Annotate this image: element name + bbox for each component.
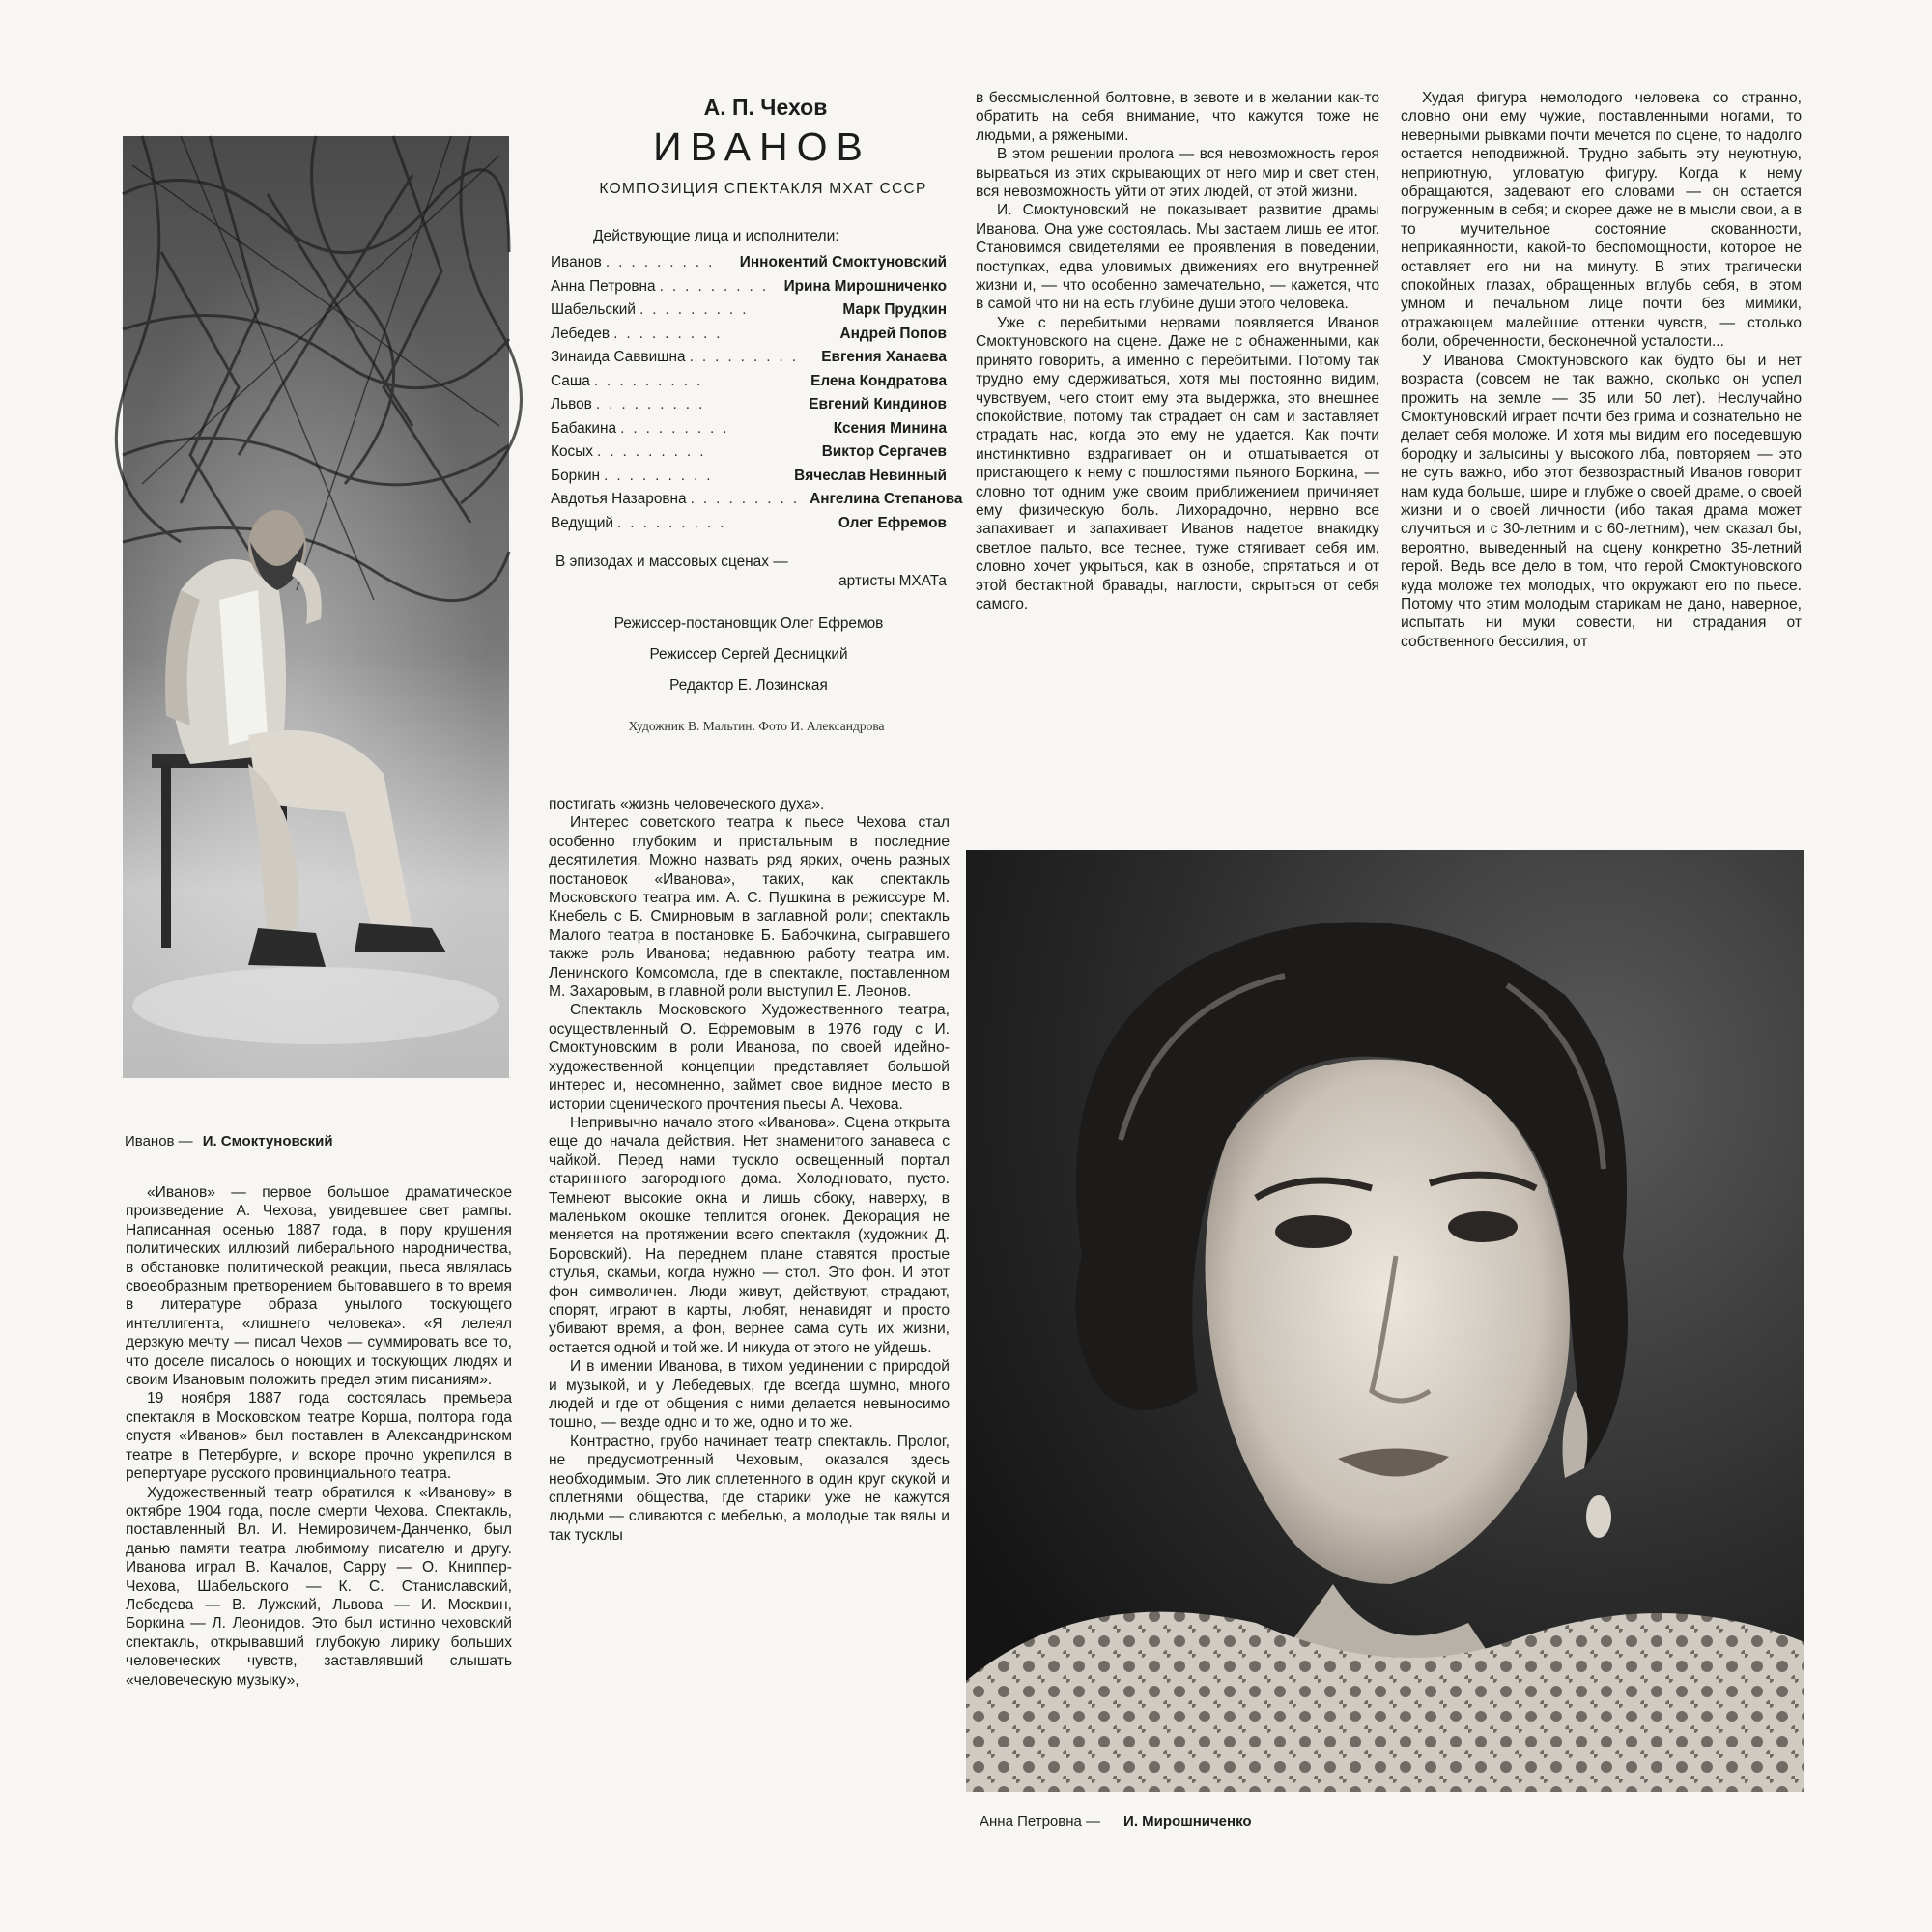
- article-paragraph: «Иванов» — первое большое драматическое произведение А. Чехова, увидевшее свет рампы. Написанная осенью 1887 года, в пору крушения политических иллюзий либерального народничества, в обстановке политической реакции, пьеса являлась своеобразным претворением бытовавшего в то время в литературе образа унылого тоскующего интеллигента, «лишнего человека». «Я лелеял дерзкую мечту — писал Чехов — суммировать все то, что доселе писалось о ноющих и тоскующих людях и своим Ивановым положить предел этим писаниям».: [126, 1184, 512, 1389]
- article-column-1: [126, 1183, 512, 1690]
- cast-actor: Ирина Мирошниченко: [783, 277, 947, 295]
- cast-row: Лебедев ......... Андрей Попов: [551, 323, 947, 347]
- article-paragraph: И в имении Иванова, в тихом уединении с природой и музыкой, и у Лебедевых, где всегда шумно, много людей и где от общения с ними делается невыносимо тошно, — везде одно и то же, одно и то же.: [549, 1358, 950, 1432]
- cast-role: Боркин: [551, 467, 601, 484]
- author-name: А. П. Чехов: [703, 95, 828, 120]
- article-column-4: [1401, 89, 1802, 651]
- cast-role: Бабакина: [551, 419, 617, 437]
- cast-row: Ведущий ......... Олег Ефремов: [551, 512, 947, 536]
- cast-heading: Действующие лица и исполнители:: [593, 228, 839, 244]
- cast-role: Шабельский: [551, 301, 636, 318]
- cast-role: Зинаида Саввишна: [551, 349, 686, 365]
- article-paragraph: Худая фигура немолодого человека со странно, словно они ему чужие, поставленными ногами, то неверными рывками почти мечется по сцене, то надолго остается неподвижной. Трудно забыть эту неуютную, неприютную, угловатую фигуру. Когда к нему обращаются, задевают его словами — он остается погруженным в себя; и скорее даже не в мысли свои, а в то мучительное состояние скованности, неприкаянности, какой-то беспомощности, которое не оставляет его ни на минуту. В этих трагически спокойных глазах, обращенных вглубь себя, в этом умном и печальном лице почти без мимики, отражающем малейшие оттенки чувств, — столько боли, обреченности, бесконечной усталости...: [1401, 90, 1802, 351]
- article-column-2: [549, 795, 950, 1545]
- cast-row: Иванов ......... Иннокентий Смоктуновский: [551, 251, 947, 275]
- photo-anna-petrovna-caption: [980, 1813, 1252, 1830]
- photo-ivanov: [123, 136, 509, 1078]
- production-subtitle: КОМПОЗИЦИЯ СПЕКТАКЛЯ МХАТ СССР: [599, 181, 927, 197]
- article-paragraph: И. Смоктуновский не показывает развитие драмы Иванова. Она уже состоялась. Мы застаем лишь ее итог. Становимся свидетелями ее проявления в поведении, поступках, едва уловимых движениях его внутренней жизни и, — что особенно замечательно, — кажется, что в самой что ни на есть глубине души этого человека.: [976, 202, 1379, 313]
- cast-actor: Иннокентий Смоктуновский: [739, 254, 947, 270]
- cast-row: Авдотья Назаровна ......... Ангелина Степанова: [551, 488, 947, 512]
- cast-actor: Марк Прудкин: [842, 301, 947, 318]
- cast-actor: Вячеслав Невинный: [794, 467, 947, 484]
- cast-role: Косых: [551, 443, 593, 460]
- cast-role: Иванов: [551, 254, 602, 270]
- cast-actor: Ангелина Степанова: [810, 491, 963, 507]
- cast-actor: Олег Ефремов: [838, 514, 947, 531]
- episodes-note: [555, 553, 947, 591]
- cast-row: Зинаида Саввишна ......... Евгения Ханаева: [551, 346, 947, 370]
- article-paragraph: в бессмысленной болтовне, в зевоте и в желании как-то обратить на себя внимание, что кажутся тоже не людьми, а ряжеными.: [976, 90, 1379, 144]
- caption-role: Анна Петровна —: [980, 1813, 1101, 1830]
- cast-row: Львов ......... Евгений Киндинов: [551, 393, 947, 417]
- cast-role: Саша: [551, 372, 590, 389]
- cast-list: [551, 251, 963, 535]
- caption-actor: И. Смоктуновский: [202, 1133, 333, 1150]
- article-paragraph: Художественный театр обратился к «Иванову» в октябре 1904 года, после смерти Чехова. Спектакль, поставленный Вл. И. Немировичем-Данченко, был данью памяти театра любимому писателю и другу. Иванова играл В. Качалов, Сарру — О. Книппер-Чехова, Шабельского — К. С. Станиславский, Лебедева — В. Лужский, Львова — И. Москвин, Боркина — Л. Леонидов. Это был истинно чеховский спектакль, открывавший глубокую лирику больших человеческих чувств, заставлявший слышать «человеческую музыку»,: [126, 1484, 512, 1689]
- cast-actor: Евгения Ханаева: [821, 349, 947, 365]
- cast-actor: Евгений Киндинов: [809, 396, 947, 412]
- photo-anna-petrovna: [966, 850, 1804, 1792]
- article-paragraph: Интерес советского театра к пьесе Чехова стал особенно глубоким и пристальным в последние десятилетия. Можно назвать ряд ярких, очень разных постановок «Иванова», таких, как спектакль Московского театра им. А. С. Пушкина в режиссуре М. Кнебель с Б. Смирновым в заглавной роли; спектакль Малого театра в постановке Б. Бабочкина, сыгравшего также роль Иванова; недавнюю работу театра им. Ленинского Комсомола, где в спектакле, поставленном М. Захаровым, в главной роли выступил Е. Леонов.: [549, 814, 950, 1001]
- photo-ivanov-image: [123, 136, 509, 1078]
- article-paragraph: Уже с перебитыми нервами появляется Иванов Смоктуновского на сцене. Даже не с обнаженными, как принято говорить, а именно с перебитыми. Потому так трудно ему сдерживаться, хотя мы постоянно видим, чувствуем, чего стоит ему эта выдержка, это внешнее спокойствие, потому так страдает он сам и заставляет страдать нас, когда это ему не удается. Как почти инстинктивно вздрагивает он и отшатывается от пристающего к нему с пошлостями пьяного Боркина, — словно тот одним уже своим приближением причиняет ему физическую боль. Лихорадочно, нервно все запахивает и запахивает Иванов надетое внакидку светлое пальто, все теснее, туже стягивает себя им, словно хочет укрыться, как в ознобе, спрятаться и от этой бестактной бравады, наглости, скрыться от себя самого.: [976, 314, 1379, 612]
- episodes-line1: В эпизодах и массовых сценах —: [555, 554, 788, 570]
- cast-row: Косых ......... Виктор Сергачев: [551, 440, 947, 465]
- caption-actor: И. Мирошниченко: [1123, 1813, 1252, 1830]
- photo-ivanov-caption: [125, 1133, 333, 1150]
- cast-row: Шабельский ......... Марк Прудкин: [551, 298, 947, 323]
- cast-row: Боркин ......... Вячеслав Невинный: [551, 465, 947, 489]
- cast-role: Львов: [551, 396, 592, 412]
- header-block: [526, 94, 961, 204]
- cast-actor: Виктор Сергачев: [821, 443, 947, 460]
- credits: [551, 609, 947, 701]
- episodes-line2: артисты МХАТа: [838, 573, 947, 589]
- article-paragraph: 19 ноября 1887 года состоялась премьера спектакля в Московском театре Корша, полтора года спустя «Иванов» был поставлен в Александринском театре в Петербурге, и вскоре прочно укрепился в репертуаре русского провинциального театра.: [126, 1390, 512, 1483]
- cast-actor: Елена Кондратова: [810, 372, 947, 389]
- credit-editor: Редактор Е. Лозинская: [669, 677, 828, 694]
- photo-anna-petrovna-image: [966, 850, 1804, 1792]
- credit-artist-photo: Художник В. Мальтин. Фото И. Александрова: [628, 719, 885, 733]
- caption-role: Иванов —: [125, 1133, 193, 1150]
- cast-role: Ведущий: [551, 514, 614, 531]
- article-paragraph: Контрастно, грубо начинает театр спектакль. Пролог, не предусмотренный Чеховым, оказался здесь необходимым. Это лик сплетенного в один круг скукой и сплетнями общества, где старики уже не кажутся людьми — сливаются с мебелью, а молодые так вялы и так тусклы: [549, 1433, 950, 1544]
- cast-row: Саша ......... Елена Кондратова: [551, 370, 947, 394]
- article-paragraph: Непривычно начало этого «Иванова». Сцена открыта еще до начала действия. Нет знаменитого занавеса с чайкой. Перед нами тускло освещенный портал старинного загородного дома. Холодновато, пусто. Темнеют высокие окна и лишь сбоку, наверху, в маленьком окошке теплится огонек. Декорация не меняется на протяжении всего спектакля (художник Д. Боровский). На переднем плане ставятся простые стулья, скамьи, когда нужно — стол. Это фон. И этот фон символичен. Люди живут, действуют, страдают, спорят, играют в карты, любят, ненавидят и просто убивают время, а фон, вернее сама суть их жизни, остается одной и той же. И никуда от этого не уйдешь.: [549, 1114, 950, 1356]
- article-paragraph: постигать «жизнь человеческого духа».: [549, 796, 825, 812]
- cast-role: Лебедев: [551, 325, 611, 342]
- cast-role: Авдотья Назаровна: [551, 491, 687, 507]
- article-column-3: [976, 89, 1379, 613]
- cast-row: Бабакина ......... Ксения Минина: [551, 417, 947, 441]
- article-paragraph: Спектакль Московского Художественного театра, осуществленный О. Ефремовым в 1976 году с И. Смоктуновским в роли Иванова, по своей идейно-художественной концепции представляет большой интерес и, несомненно, займет свое видное место в истории сценического прочтения пьесы А. Чехова.: [549, 1002, 950, 1113]
- play-title: ИВАНОВ: [653, 125, 871, 169]
- article-paragraph: У Иванова Смоктуновского как будто бы и нет возраста (совсем не так важно, сколько он успел прожить на земле — 35 или 50 лет). Неслучайно Смоктуновский играет почти без грима и сознательно не делает себя моложе. И хотя мы видим его поседевшую бородку и залысины у высокого лба, повторяем — это не суть важно, ибо этот безвозрастный Иванов говорит нам куда больше, шире и глубже о своей драме, о своей жизни и о своей личности (ибо такая драма может случиться и с 30-летним и с 60-летним), чем сказал бы, вероятно, выведенный на сцену конкретно 35-летний герой. Ведь все дело в том, что герой Смоктуновского куда моложе тех молодых, что окружают его по пьесе. Потому что этим молодым старикам не дано, наверное, испытать ни муки совести, ни страдания от собственного бессилия, от: [1401, 352, 1802, 650]
- cast-row: Анна Петровна ......... Ирина Мирошниченко: [551, 275, 947, 299]
- credit-director: Режиссер-постановщик Олег Ефремов: [613, 615, 884, 632]
- cast-actor: Андрей Попов: [839, 325, 947, 342]
- cast-role: Анна Петровна: [551, 277, 656, 295]
- credit-assistant-director: Режиссер Сергей Десницкий: [649, 646, 848, 663]
- article-paragraph: В этом решении пролога — вся невозможность героя вырваться из этих скрывающих от него мир и свет стен, вся невозможность уйти от этих людей, от этой жизни.: [976, 146, 1379, 201]
- cast-actor: Ксения Минина: [833, 419, 947, 437]
